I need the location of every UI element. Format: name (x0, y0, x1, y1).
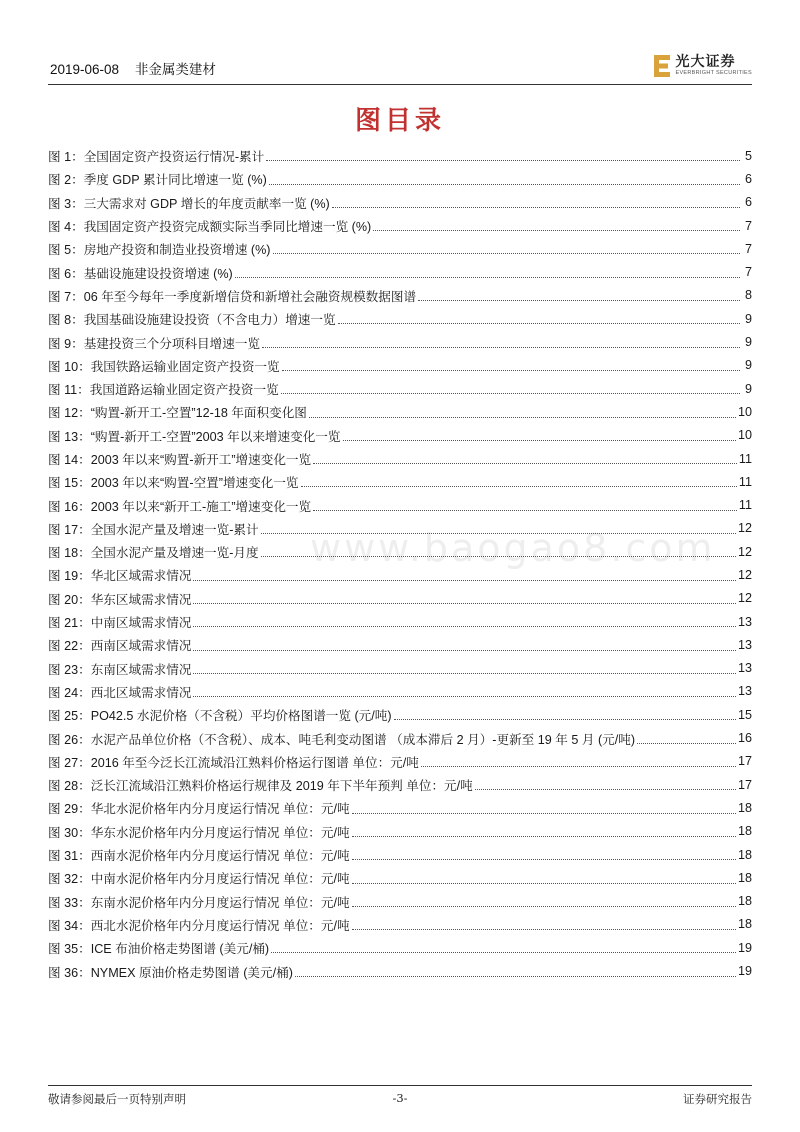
toc-entry-label: 图 3：三大需求对 GDP 增长的年度贡献率一览 (%) (48, 196, 330, 211)
toc-leader-dots (193, 625, 736, 627)
footer-doc-type: 证券研究报告 (683, 1092, 752, 1106)
toc-entry[interactable] (48, 657, 752, 680)
toc-entry-label: 图 20：华东区域需求情况 (48, 592, 192, 607)
toc-entry-label: 图 2：季度 GDP 累计同比增速一览 (%) (48, 173, 267, 188)
toc-entry-page: 18 (737, 800, 752, 815)
toc-entry-page: 7 (744, 218, 752, 233)
toc-entry-label: 图 31：西南水泥价格年内分月度运行情况 单位：元/吨 (48, 849, 350, 864)
toc-leader-dots (421, 765, 736, 767)
toc-entry[interactable] (48, 587, 752, 610)
toc-entry-page: 16 (737, 731, 752, 746)
company-logo (653, 52, 753, 80)
toc-leader-dots (637, 742, 736, 744)
toc-entry[interactable] (48, 284, 752, 307)
toc-entry[interactable] (48, 773, 752, 796)
toc-leader-dots (332, 206, 740, 208)
toc-leader-dots (261, 532, 736, 534)
toc-entry[interactable] (48, 493, 752, 516)
toc-entry-page: 18 (737, 824, 752, 839)
toc-leader-dots (352, 905, 736, 907)
toc-leader-dots (352, 928, 736, 930)
toc-leader-dots (309, 416, 736, 418)
toc-entry-label: 图 22：西南区域需求情况 (48, 639, 192, 654)
toc-entry-label: 图 15：2003 年以来“购置-空置”增速变化一览 (48, 476, 299, 491)
toc-leader-dots (193, 672, 736, 674)
toc-entry-label: 图 19：华北区域需求情况 (48, 569, 192, 584)
toc-entry[interactable] (48, 820, 752, 843)
toc-entry-page: 18 (737, 917, 752, 932)
toc-entry[interactable] (48, 260, 752, 283)
toc-entry-label: 图 30：华东水泥价格年内分月度运行情况 单位：元/吨 (48, 825, 350, 840)
toc-entry[interactable] (48, 936, 752, 959)
figure-list (48, 144, 752, 983)
toc-leader-dots (394, 718, 736, 720)
toc-entry-page: 10 (737, 404, 752, 419)
page-title: 图目录 (354, 106, 445, 136)
toc-entry-page: 18 (737, 870, 752, 885)
toc-entry-page: 6 (744, 195, 752, 210)
toc-entry-label: 图 18：全国水泥产量及增速一览-月度 (48, 546, 259, 561)
toc-entry-page: 12 (737, 591, 752, 606)
toc-leader-dots (373, 229, 740, 231)
toc-leader-dots (343, 439, 736, 441)
toc-entry[interactable] (48, 354, 752, 377)
toc-entry-page: 18 (737, 894, 752, 909)
toc-entry[interactable] (48, 726, 752, 749)
toc-entry-label: 图 35：ICE 布油价格走势图谱 (美元/桶) (48, 942, 270, 957)
toc-entry[interactable] (48, 377, 752, 400)
toc-entry-page: 11 (738, 451, 752, 466)
toc-entry-label: 图 21：中南区域需求情况 (48, 616, 192, 631)
toc-leader-dots (313, 462, 737, 464)
toc-entry-label: 图 29：华北水泥价格年内分月度运行情况 单位：元/吨 (48, 802, 350, 817)
toc-entry[interactable] (48, 144, 752, 167)
toc-entry-page: 12 (737, 567, 752, 582)
toc-leader-dots (352, 812, 736, 814)
toc-entry[interactable] (48, 796, 752, 819)
logo-mark-icon (653, 54, 671, 78)
toc-entry-page: 13 (737, 661, 752, 676)
toc-leader-dots (295, 975, 736, 977)
toc-leader-dots (352, 882, 736, 884)
toc-entry-label: 图 6：基础设施建设投资增速 (%) (48, 266, 233, 281)
toc-leader-dots (235, 276, 740, 278)
report-date: 2019-06-08 (50, 62, 120, 77)
toc-entry-page: 19 (737, 940, 752, 955)
toc-leader-dots (266, 159, 740, 161)
toc-entry-page: 6 (744, 171, 752, 186)
toc-leader-dots (282, 369, 740, 371)
toc-entry[interactable] (48, 167, 752, 190)
toc-leader-dots (271, 951, 736, 953)
toc-entry-label: 图 14：2003 年以来“购置-新开工”增速变化一览 (48, 453, 312, 467)
toc-entry[interactable] (48, 540, 752, 563)
toc-leader-dots (338, 322, 740, 324)
toc-entry-label: 图 24：西北区域需求情况 (48, 685, 192, 700)
toc-entry[interactable] (48, 610, 752, 633)
toc-entry[interactable] (48, 959, 752, 982)
toc-leader-dots (352, 858, 736, 860)
toc-entry-label: 图 5：房地产投资和制造业投资增速 (%) (48, 243, 271, 258)
toc-leader-dots (475, 788, 736, 790)
toc-entry-page: 10 (737, 428, 752, 443)
toc-entry-page: 13 (737, 637, 752, 652)
toc-entry-page: 11 (738, 474, 752, 489)
toc-entry-page: 9 (744, 335, 752, 350)
toc-leader-dots (273, 252, 741, 254)
toc-entry-page: 17 (737, 754, 752, 769)
page-header (48, 48, 752, 85)
toc-entry-page: 15 (737, 707, 752, 722)
toc-leader-dots (193, 602, 736, 604)
toc-entry-label: 图 4：我国固定资产投资完成额实际当季同比增速一览 (%) (48, 220, 372, 235)
header-info (50, 58, 228, 78)
toc-entry[interactable] (48, 517, 752, 540)
toc-entry-label: 图 7：06 年至今每年一季度新增信贷和新增社会融资规模数据图谱 (48, 289, 417, 304)
toc-entry[interactable] (48, 890, 752, 913)
toc-entry-page: 12 (737, 521, 752, 536)
toc-entry-label: 图 12：“购置-新开工-空置”12-18 年面积变化图 (48, 406, 307, 421)
toc-entry-label: 图 26：水泥产品单位价格（不含税）、成本、吨毛利变动图谱 （成本滞后 2 月）-更新至 19 年 5 月 (元/吨) (48, 732, 636, 747)
toc-entry-label: 图 17：全国水泥产量及增速一览-累计 (48, 522, 259, 537)
toc-entry-page: 19 (737, 964, 752, 979)
toc-entry-page: 13 (737, 614, 752, 629)
page-footer (48, 1085, 752, 1108)
toc-entry-page: 9 (744, 311, 752, 326)
toc-entry[interactable] (48, 913, 752, 936)
toc-entry-label: 图 10：我国铁路运输业固定资产投资一览 (48, 359, 280, 374)
toc-entry-page: 5 (744, 148, 752, 163)
page-number: -3- (392, 1091, 408, 1105)
toc-entry-page: 9 (744, 358, 752, 373)
toc-entry-page: 13 (737, 684, 752, 699)
toc-entry-page: 18 (737, 847, 752, 862)
toc-leader-dots (262, 346, 740, 348)
toc-entry[interactable] (48, 470, 752, 493)
toc-entry-label: 图 27：2016 年至今泛长江流域沿江熟料价格运行图谱 单位：元/吨 (48, 755, 419, 770)
toc-entry-label: 图 1：全国固定资产投资运行情况-累计 (48, 150, 265, 165)
toc-entry-page: 8 (744, 288, 752, 303)
toc-leader-dots (281, 392, 740, 394)
toc-entry-label: 图 32：中南水泥价格年内分月度运行情况 单位：元/吨 (48, 872, 350, 887)
toc-entry-label: 图 23：东南区域需求情况 (48, 662, 192, 677)
toc-entry-label: 图 13：“购置-新开工-空置”2003 年以来增速变化一览 (48, 429, 341, 444)
toc-entry[interactable] (48, 750, 752, 773)
toc-entry-label: 图 33：东南水泥价格年内分月度运行情况 单位：元/吨 (48, 895, 350, 910)
footer-disclaimer: 敬请参阅最后一页特别声明 (48, 1092, 186, 1106)
toc-leader-dots (352, 835, 736, 837)
watermark: www.baogao8.com (310, 526, 716, 570)
toc-entry[interactable] (48, 563, 752, 586)
toc-entry[interactable] (48, 680, 752, 703)
toc-entry-label: 图 28：泛长江流域沿江熟料价格运行规律及 2019 年下半年预判 单位：元/吨 (48, 779, 473, 794)
toc-entry-page: 9 (744, 381, 752, 396)
toc-entry[interactable] (48, 330, 752, 353)
toc-entry-label: 图 36：NYMEX 原油价格走势图谱 (美元/桶) (48, 965, 293, 980)
toc-entry-label: 图 9：基建投资三个分项科目增速一览 (48, 336, 261, 351)
toc-entry[interactable] (48, 237, 752, 260)
toc-entry[interactable] (48, 214, 752, 237)
toc-entry[interactable] (48, 703, 752, 726)
toc-entry-label: 图 8：我国基础设施建设投资（不含电力）增速一览 (48, 313, 336, 328)
toc-entry-page: 7 (744, 241, 752, 256)
toc-leader-dots (269, 183, 740, 185)
toc-entry-label: 图 34：西北水泥价格年内分月度运行情况 单位：元/吨 (48, 918, 350, 933)
toc-entry-label: 图 25：PO42.5 水泥价格（不含税）平均价格图谱一览 (元/吨) (48, 709, 392, 724)
toc-entry-page: 17 (737, 777, 752, 792)
toc-leader-dots (301, 485, 737, 487)
toc-entry[interactable] (48, 400, 752, 423)
toc-entry[interactable] (48, 447, 752, 470)
toc-entry-label: 图 11：我国道路运输业固定资产投资一览 (48, 383, 279, 398)
toc-entry[interactable] (48, 633, 752, 656)
toc-entry-label: 图 16：2003 年以来“新开工-施工”增速变化一览 (48, 499, 312, 514)
toc-leader-dots (261, 555, 736, 557)
toc-entry[interactable] (48, 424, 752, 447)
toc-entry[interactable] (48, 307, 752, 330)
toc-entry[interactable] (48, 191, 752, 214)
toc-entry-page: 11 (738, 498, 752, 513)
toc-entry[interactable] (48, 866, 752, 889)
toc-entry-page: 7 (744, 265, 752, 280)
report-sector: 非金属类建材 (134, 62, 216, 77)
logo-name-en: EVERBRIGHT SECURITIES (675, 70, 752, 77)
toc-leader-dots (193, 649, 736, 651)
toc-leader-dots (313, 509, 737, 511)
toc-leader-dots (193, 579, 736, 581)
toc-leader-dots (418, 299, 740, 301)
toc-entry-page: 12 (737, 544, 752, 559)
toc-leader-dots (193, 695, 736, 697)
toc-entry[interactable] (48, 843, 752, 866)
logo-name-cn: 光大证券 (675, 54, 736, 71)
